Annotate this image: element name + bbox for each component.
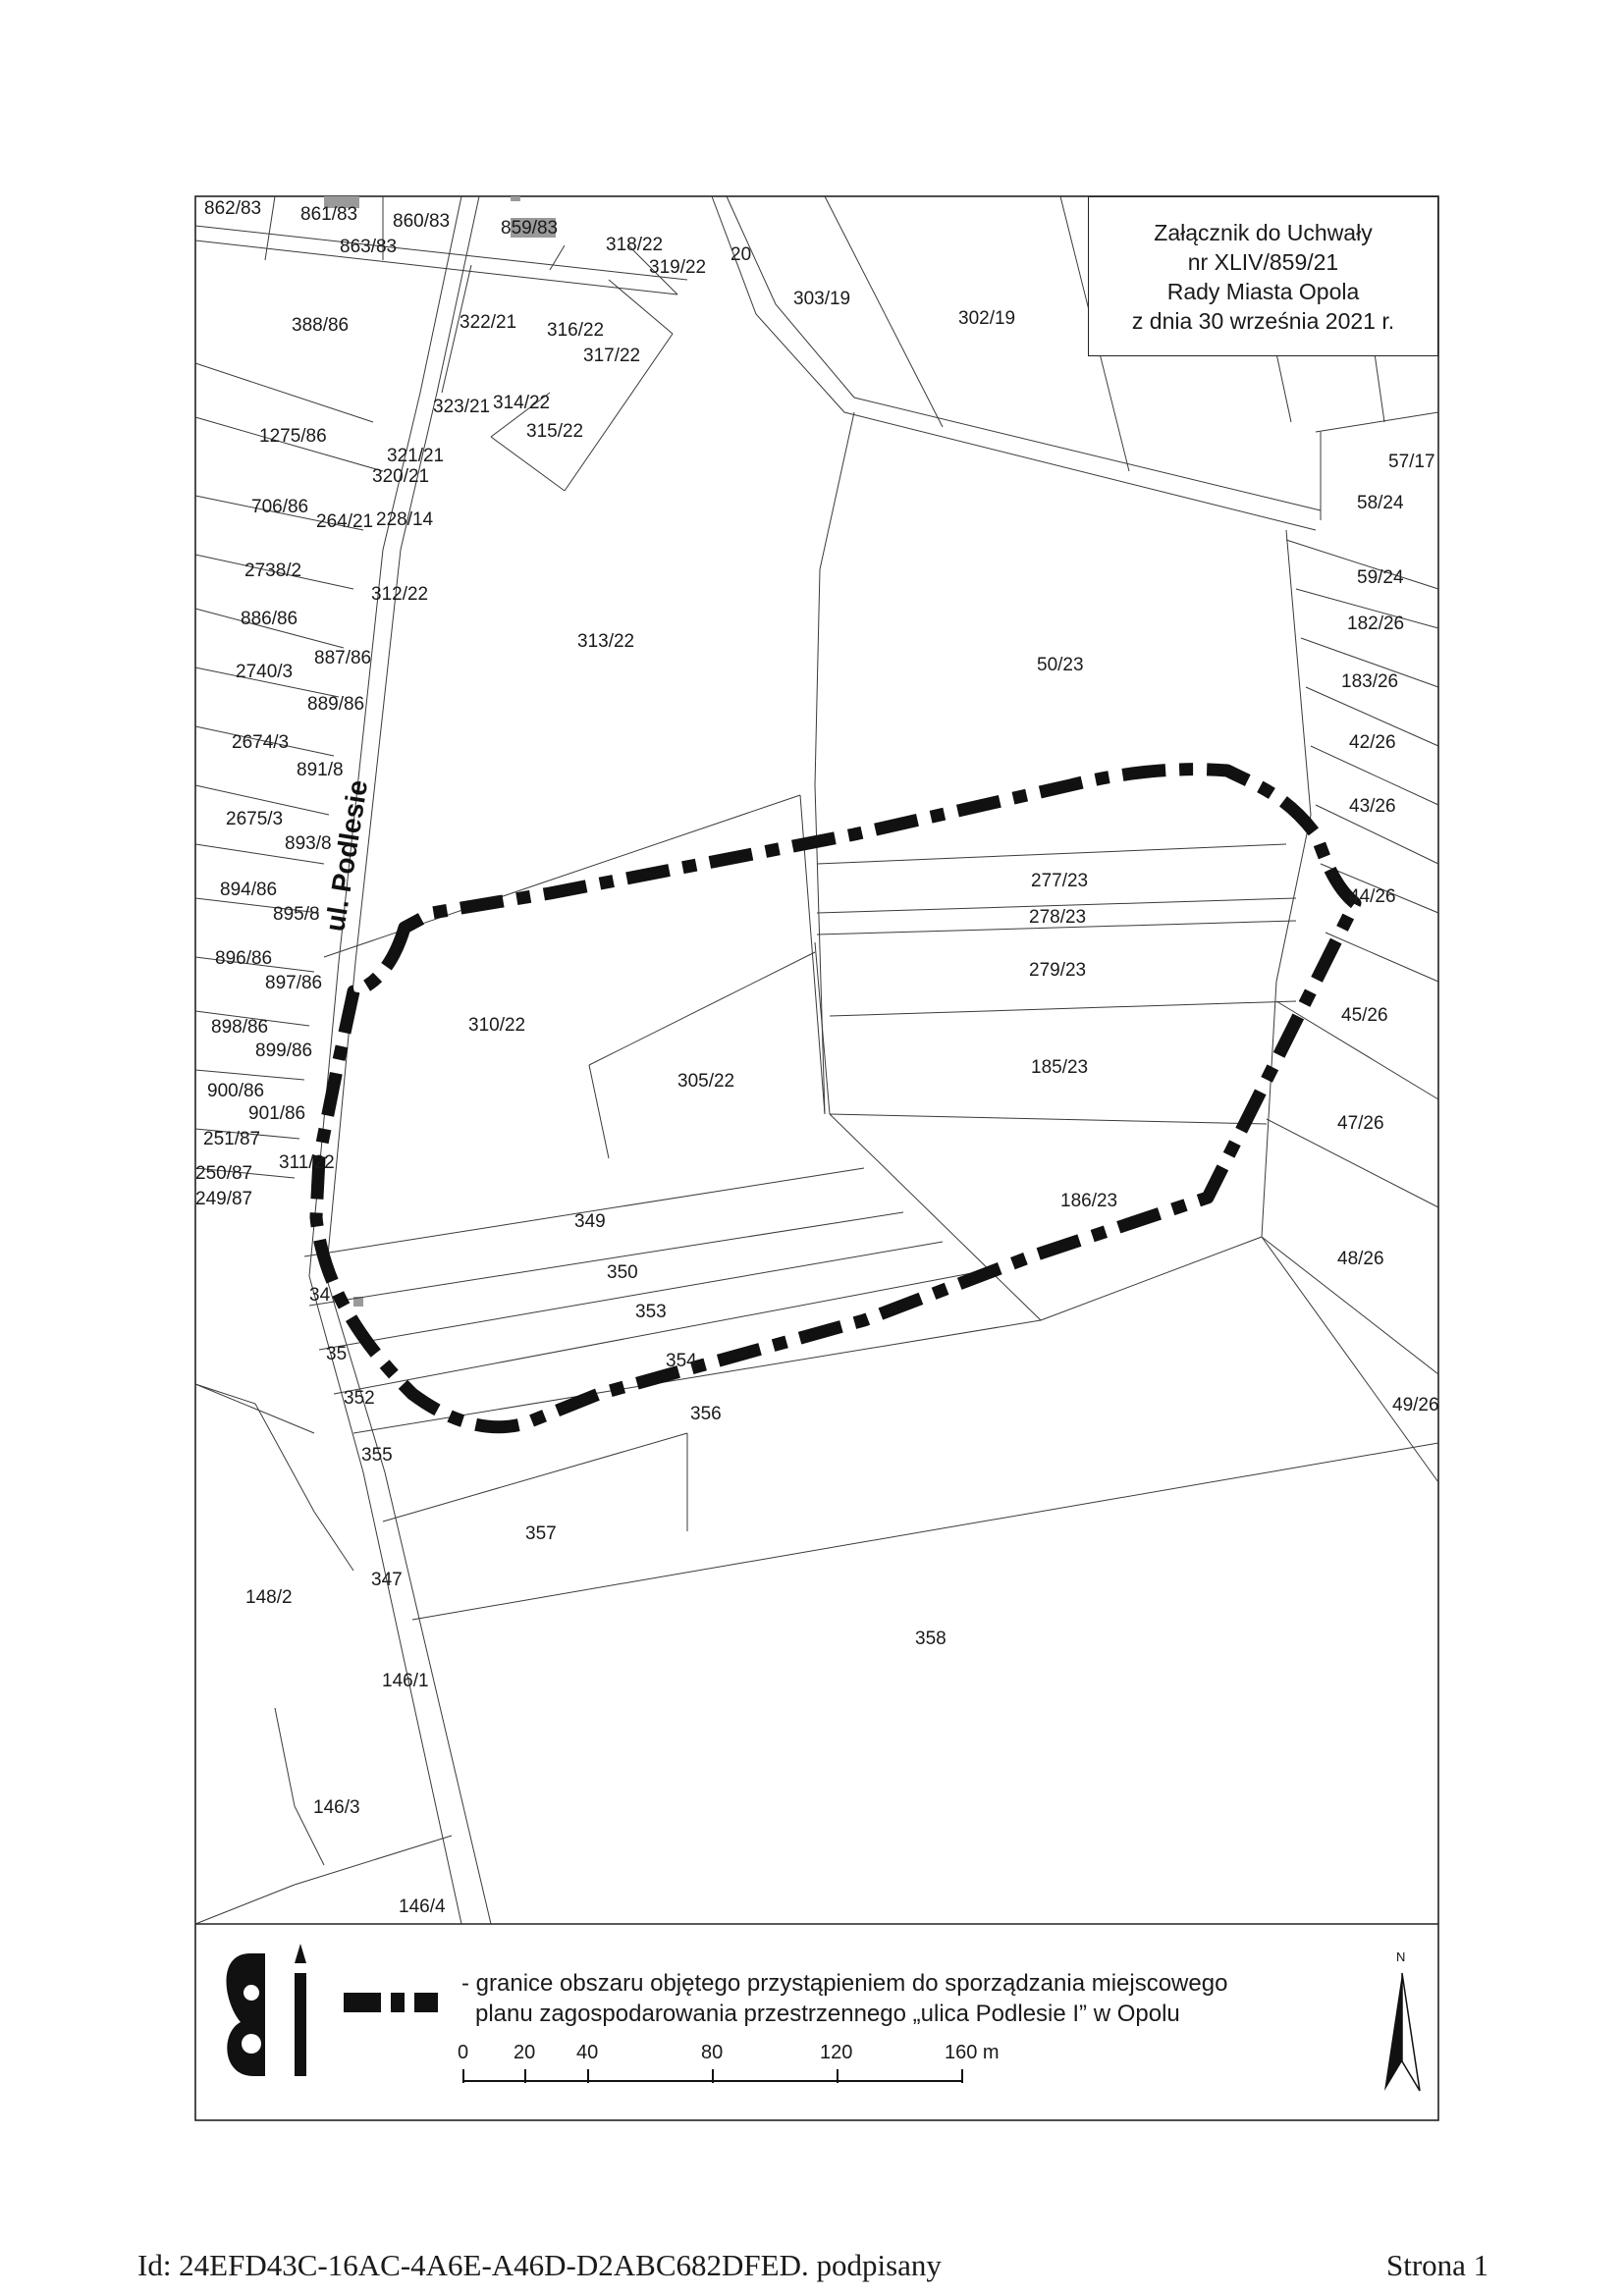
parcel-label-251-87: 251/87 [203, 1129, 261, 1149]
parcel-label-277-23: 277/23 [1031, 871, 1089, 891]
legend-text [461, 1968, 1227, 2029]
parcel-label-2738-2: 2738/2 [244, 561, 302, 581]
parcel-label-42-26: 42/26 [1349, 732, 1396, 753]
parcel-label-319-22: 319/22 [649, 257, 707, 278]
title-line-3: Rady Miasta Opola [1166, 278, 1360, 304]
parcel-label-315-22: 315/22 [526, 421, 584, 442]
parcel-label-20: 20 [730, 244, 752, 265]
parcel-label-887-86: 887/86 [314, 648, 372, 668]
parcel-label-861-83: 861/83 [300, 204, 358, 225]
title-box [1088, 196, 1438, 356]
parcel-label-249-87: 249/87 [195, 1189, 253, 1209]
legend-line-1: - granice obszaru objętego przystąpieniem do sporządzania miejscowego [461, 1970, 1228, 1997]
parcel-label-348: 34 [309, 1285, 331, 1306]
parcel-label-354: 354 [666, 1351, 697, 1371]
parcel-label-2675-3: 2675/3 [226, 809, 284, 829]
north-label: N [1396, 1949, 1406, 1964]
parcel-label-311-22: 311/22 [279, 1152, 335, 1173]
parcel-label-305-22: 305/22 [677, 1071, 735, 1092]
parcel-label-278-23: 278/23 [1029, 907, 1087, 928]
parcel-label-50-23: 50/23 [1037, 655, 1084, 675]
parcel-label-185-23: 185/23 [1031, 1057, 1089, 1078]
parcel-label-322-21: 322/21 [460, 312, 517, 333]
parcel-label-182-26: 182/26 [1347, 614, 1405, 634]
parcel-label-388-86: 388/86 [292, 315, 350, 336]
parcel-label-349: 349 [574, 1211, 606, 1232]
parcel-label-146-4: 146/4 [399, 1896, 446, 1917]
parcel-label-59-24: 59/24 [1357, 567, 1404, 588]
parcel-label-357: 357 [525, 1523, 557, 1544]
parcel-label-318-22: 318/22 [606, 235, 664, 255]
legend-line-symbol [344, 1993, 438, 2012]
parcel-label-313-22: 313/22 [577, 631, 635, 652]
parcel-label-44-26: 44/26 [1349, 886, 1396, 907]
parcel-label-312-22: 312/22 [371, 584, 429, 605]
title-line-1: Załącznik do Uchwały [1154, 219, 1373, 245]
parcel-label-2740-3: 2740/3 [236, 662, 294, 682]
parcel-label-901-86: 901/86 [248, 1103, 306, 1124]
parcel-label-47-26: 47/26 [1337, 1113, 1384, 1134]
parcel-label-49-26: 49/26 [1392, 1395, 1439, 1415]
planning-area-boundary [316, 770, 1355, 1427]
parcel-label-899-86: 899/86 [255, 1041, 313, 1061]
parcel-label-314-22: 314/22 [493, 393, 551, 413]
parcel-label-859-83: 859/83 [501, 218, 559, 239]
scale-tick-40: 40 [576, 2042, 599, 2063]
parcel-label-900-86: 900/86 [207, 1081, 265, 1101]
legend-line-2: planu zagospodarowania przestrzennego „ulica Podlesie I” w Opolu [475, 2001, 1180, 2027]
parcel-label-893-86: 893/8 [285, 833, 332, 854]
parcel-label-57-17: 57/17 [1388, 452, 1435, 472]
parcel-label-350: 350 [607, 1262, 638, 1283]
parcel-label-886-86: 886/86 [241, 609, 298, 629]
parcel-label-310-22: 310/22 [468, 1015, 526, 1036]
scale-tick-160: 160 m [945, 2042, 1000, 2063]
parcel-label-250-87: 250/87 [195, 1163, 253, 1184]
parcel-label-320-21: 320/21 [372, 466, 430, 487]
parcel-label-352: 352 [344, 1388, 375, 1409]
parcel-label-353: 353 [635, 1302, 667, 1322]
parcel-label-1275-86: 1275/86 [259, 426, 327, 447]
page-number: Strona 1 [1386, 2248, 1489, 2282]
parcel-label-45-26: 45/26 [1341, 1005, 1388, 1026]
parcel-label-317-22: 317/22 [583, 346, 641, 366]
parcel-label-896-86: 896/86 [215, 948, 273, 969]
document-id: Id: 24EFD43C-16AC-4A6E-A46D-D2ABC682DFED. podpisany [137, 2248, 942, 2282]
parcel-label-302-19: 302/19 [958, 308, 1016, 329]
parcel-label-894-86: 894/86 [220, 880, 278, 900]
parcel-label-895-86: 895/8 [273, 904, 320, 925]
scale-bar [463, 2069, 962, 2083]
parcel-label-351: 35 [326, 1344, 348, 1364]
parcel-label-863-83: 863/83 [340, 237, 398, 257]
parcel-label-2674-3: 2674/3 [232, 732, 290, 753]
parcel-label-347: 347 [371, 1570, 403, 1590]
parcel-label-303-19: 303/19 [793, 289, 851, 309]
parcel-boundaries [195, 196, 1438, 1924]
parcel-label-356: 356 [690, 1404, 722, 1424]
parcel-label-148-2: 148/2 [245, 1587, 293, 1608]
parcel-label-183-26: 183/26 [1341, 671, 1399, 692]
title-line-4: z dnia 30 września 2021 r. [1131, 307, 1395, 334]
parcel-label-898-86: 898/86 [211, 1017, 269, 1038]
parcel-label-146-1: 146/1 [382, 1671, 429, 1691]
parcel-label-264-21: 264/21 [316, 511, 374, 532]
parcel-label-358: 358 [915, 1629, 947, 1649]
parcel-label-146-3: 146/3 [313, 1797, 360, 1818]
parcel-label-228-14: 228/14 [376, 509, 434, 530]
parcel-label-58-24: 58/24 [1357, 493, 1404, 513]
parcel-label-897-86: 897/86 [265, 973, 323, 993]
parcel-label-323-21: 323/21 [433, 397, 491, 417]
parcel-label-891-86: 891/8 [297, 760, 344, 780]
parcel-label-279-23: 279/23 [1029, 960, 1087, 981]
scale-tick-20: 20 [514, 2042, 536, 2063]
parcel-label-862-83: 862/83 [204, 198, 262, 219]
parcel-label-43-26: 43/26 [1349, 796, 1396, 817]
scale-tick-0: 0 [458, 2042, 469, 2063]
parcel-label-48-26: 48/26 [1337, 1249, 1384, 1269]
parcel-label-316-22: 316/22 [547, 320, 605, 341]
buildings [324, 196, 559, 1307]
parcel-label-889-86: 889/86 [307, 694, 365, 715]
street-label: ul. Podlesie [319, 777, 374, 934]
parcel-label-186-23: 186/23 [1060, 1191, 1118, 1211]
parcel-label-860-83: 860/83 [393, 211, 451, 232]
parcel-label-355: 355 [361, 1445, 393, 1466]
city-logo [226, 1944, 306, 2076]
parcel-labels [195, 198, 1439, 1917]
parcel-label-321-21: 321/21 [387, 446, 445, 466]
parcel-label-706-86: 706/86 [251, 497, 309, 517]
title-line-2: nr XLIV/859/21 [1187, 248, 1339, 275]
scale-tick-120: 120 [820, 2042, 853, 2063]
scale-tick-80: 80 [701, 2042, 724, 2063]
north-arrow [1384, 1949, 1420, 2091]
